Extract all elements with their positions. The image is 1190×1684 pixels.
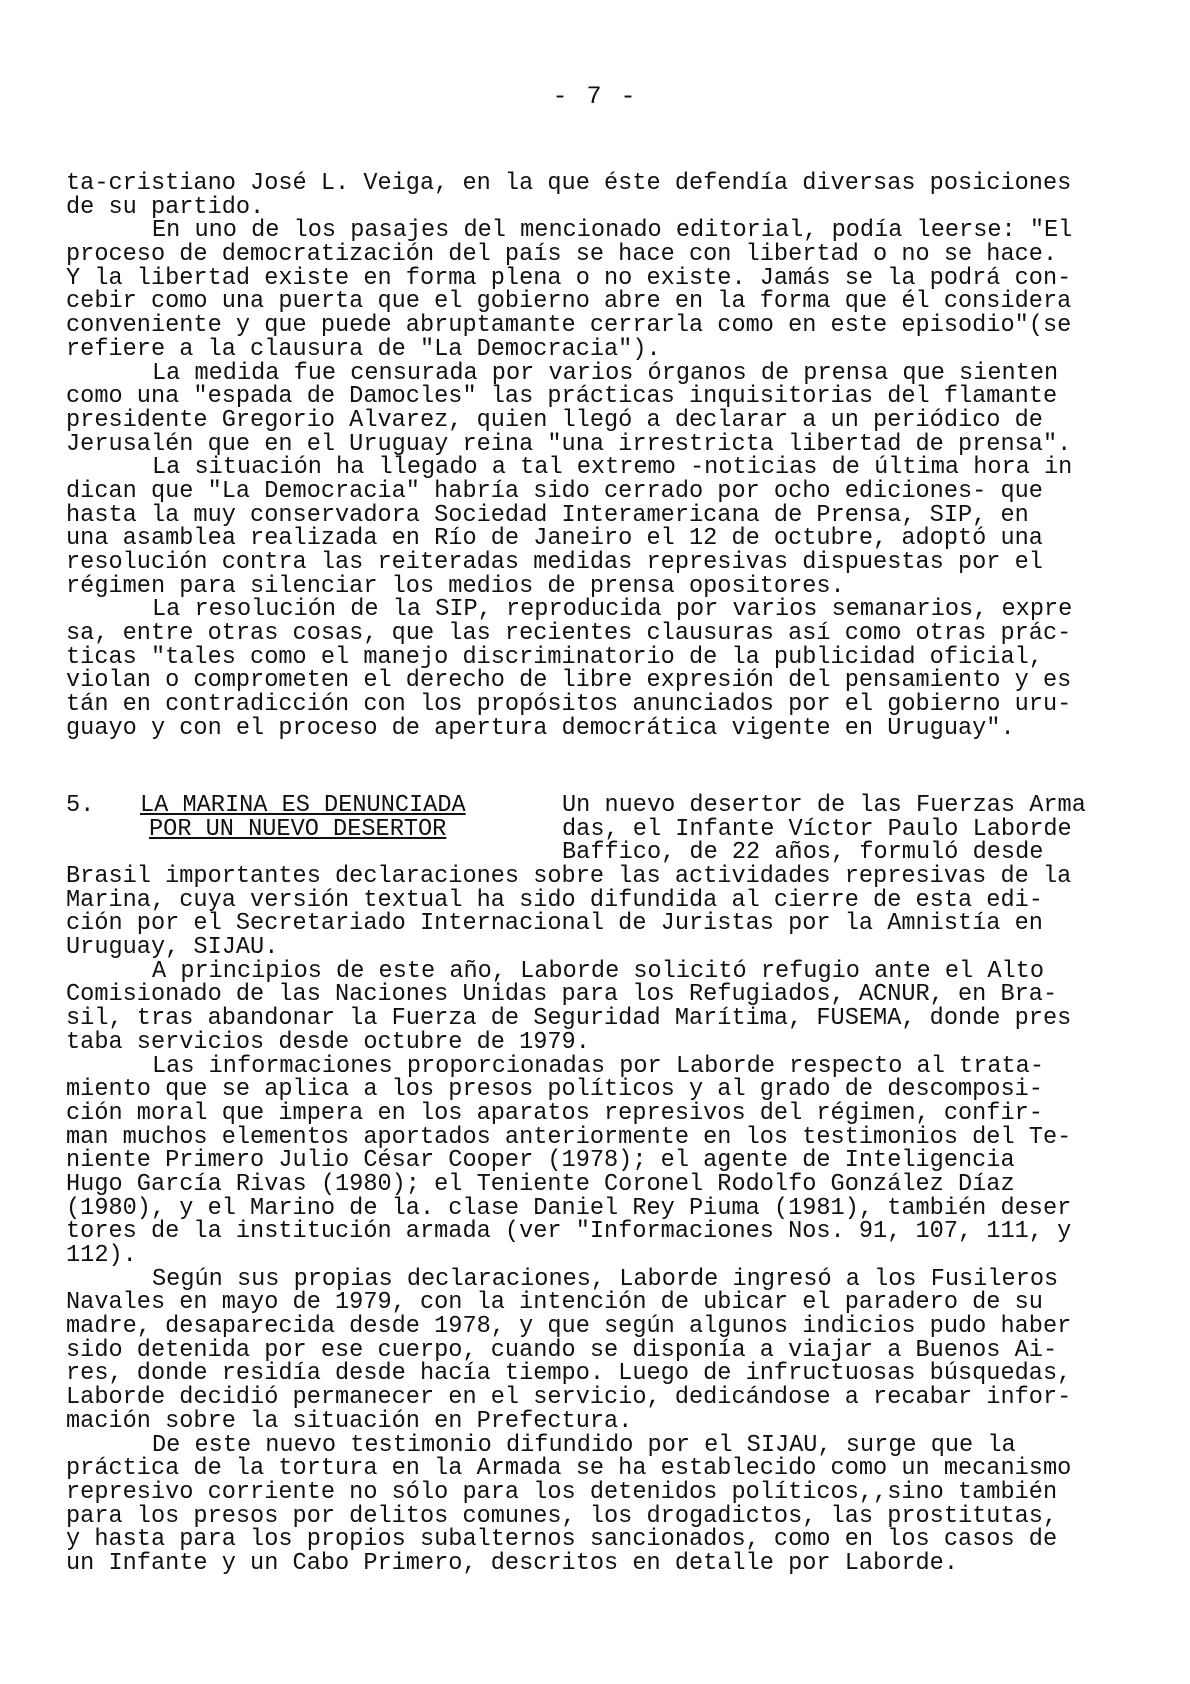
text-line: La situación ha llegado a tal extremo -noticias de última hora in bbox=[152, 454, 1073, 482]
text-line: régimen para silenciar los medios de prensa opositores. bbox=[66, 572, 845, 600]
text-line: Laborde decidió permanecer en el servicio, dedicándose a recabar infor- bbox=[66, 1384, 1072, 1412]
text-line: man muchos elementos aportados anteriormente en los testimonios del Te- bbox=[66, 1123, 1072, 1151]
text-line: mación sobre la situación en Prefectura. bbox=[66, 1407, 633, 1435]
text-line: Hugo García Rivas (1980); el Teniente Coronel Rodolfo González Díaz bbox=[66, 1170, 1015, 1198]
text-line: Las informaciones proporcionadas por Laborde respecto al trata- bbox=[152, 1052, 1044, 1080]
text-line: Y la libertad existe en forma plena o no existe. Jamás se la podrá con- bbox=[66, 264, 1072, 292]
text-line: madre, desaparecida desde 1978, y que según algunos indicios pudo haber bbox=[66, 1313, 1072, 1341]
section-title-line-2: POR UN NUEVO DESERTOR bbox=[149, 815, 447, 843]
text-line: miento que se aplica a los presos políticos y al grado de descomposi- bbox=[66, 1076, 1043, 1104]
text-line: ción moral que impera en los aparatos represivos del régimen, confir- bbox=[66, 1099, 1043, 1127]
text-line: Navales en mayo de 1979, con la intención de ubicar el paradero de su bbox=[66, 1289, 1043, 1317]
text-line: niente Primero Julio César Cooper (1978); el agente de Inteligencia bbox=[66, 1147, 1015, 1175]
text-line: de su partido. bbox=[66, 193, 265, 221]
text-line: sa, entre otras cosas, que las recientes clausuras así como otras prác- bbox=[66, 620, 1072, 648]
text-line: proceso de democratización del país se hace con libertad o no se hace. bbox=[66, 241, 1058, 269]
text-line: Brasil importantes declaraciones sobre las actividades represivas de la bbox=[66, 863, 1072, 890]
section-intro-line: Un nuevo desertor de las Fuerzas Arma bbox=[562, 792, 1086, 819]
text-line: y hasta para los propios subalternos sancionados, como en los casos de bbox=[66, 1526, 1058, 1554]
text-line: ta-cristiano José L. Veiga, en la que éste defendía diversas posiciones bbox=[66, 170, 1072, 197]
text-line: 112). bbox=[66, 1242, 137, 1269]
body-text-block-2 bbox=[66, 865, 1112, 1576]
text-line: tán en contradicción con los propósitos anunciados por el gobierno uru- bbox=[66, 691, 1072, 719]
text-line: conveniente y que puede abruptamante cerrarla como en este episodio"(se bbox=[66, 312, 1072, 340]
text-line: práctica de la tortura en la Armada se ha establecido como un mecanismo bbox=[66, 1455, 1072, 1483]
section-number: 5. bbox=[66, 792, 95, 819]
text-line: una asamblea realizada en Río de Janeiro el 12 de octubre, adoptó una bbox=[66, 525, 1043, 553]
text-line: violan o comprometen el derecho de libre expresión del pensamiento y es bbox=[66, 667, 1072, 695]
text-line: A principios de este año, Laborde solicitó refugio ante el Alto bbox=[152, 957, 1044, 985]
text-line: sil, tras abandonar la Fuerza de Seguridad Marítima, FUSEMA, donde pres bbox=[66, 1005, 1072, 1033]
text-line: sido detenida por ese cuerpo, cuando se disponía a viajar a Buenos Ai- bbox=[66, 1336, 1058, 1364]
text-line: ción por el Secretariado Internacional de Juristas por la Amnistía en bbox=[66, 910, 1043, 938]
section-intro-column bbox=[562, 794, 1122, 865]
text-line: dican que "La Democracia" habría sido cerrado por ocho ediciones- que bbox=[66, 477, 1043, 505]
text-line: Uruguay, SIJAU. bbox=[66, 934, 279, 962]
text-line: De este nuevo testimonio difundido por el SIJAU, surge que la bbox=[152, 1431, 1016, 1459]
text-line: represivo corriente no sólo para los detenidos políticos,,sino también bbox=[66, 1478, 1058, 1506]
section-intro-line: Baffico, de 22 años, formuló desde bbox=[562, 839, 1044, 867]
text-line: taba servicios desde octubre de 1979. bbox=[66, 1028, 590, 1056]
text-line: refiere a la clausura de "La Democracia"). bbox=[66, 335, 661, 363]
text-line: hasta la muy conservadora Sociedad Interamericana de Prensa, SIP, en bbox=[66, 501, 1029, 529]
page-number: - 7 - bbox=[552, 82, 638, 111]
text-line: Jerusalén que en el Uruguay reina "una irrestricta libertad de prensa". bbox=[66, 430, 1072, 458]
text-line: La resolución de la SIP, reproducida por varios semanarios, expre bbox=[152, 596, 1073, 624]
section-title-line-1: LA MARINA ES DENUNCIADA bbox=[140, 792, 466, 819]
text-line: tores de la institución armada (ver "Informaciones Nos. 91, 107, 111, y bbox=[66, 1218, 1072, 1246]
text-line: como una "espada de Damocles" las prácticas inquisitorias del flamante bbox=[66, 383, 1058, 411]
text-line: Comisionado de las Naciones Unidas para los Refugiados, ACNUR, en Bra- bbox=[66, 981, 1058, 1009]
text-line: para los presos por delitos comunes, los drogadictos, las prostitutas, bbox=[66, 1502, 1058, 1530]
text-line: (1980), y el Marino de la. clase Daniel Rey Piuma (1981), también deser bbox=[66, 1194, 1072, 1222]
text-line: guayo y con el proceso de apertura democrática vigente en Uruguay". bbox=[66, 714, 1015, 742]
section-intro-line: das, el Infante Víctor Paulo Laborde bbox=[562, 815, 1072, 843]
text-line: ticas "tales como el manejo discriminatorio de la publicidad oficial, bbox=[66, 643, 1043, 671]
text-line: presidente Gregorio Alvarez, quien llegó a declarar a un periódico de bbox=[66, 406, 1043, 434]
text-line: res, donde residía desde hacía tiempo. Luego de infructuosas búsquedas, bbox=[66, 1360, 1072, 1388]
text-line: un Infante y un Cabo Primero, descritos en detalle por Laborde. bbox=[66, 1549, 958, 1577]
text-line: cebir como una puerta que el gobierno abre en la forma que él considera bbox=[66, 288, 1072, 316]
text-line: En uno de los pasajes del mencionado editorial, podía leerse: "El bbox=[152, 217, 1073, 245]
text-line: La medida fue censurada por varios órganos de prensa que sienten bbox=[152, 359, 1059, 387]
body-text-block-1 bbox=[66, 172, 1112, 741]
text-line: resolución contra las reiteradas medidas represivas dispuestas por el bbox=[66, 549, 1043, 576]
text-line: Marina, cuya versión textual ha sido difundida al cierre de esta edi- bbox=[66, 886, 1043, 914]
text-line: Según sus propias declaraciones, Laborde ingresó a los Fusileros bbox=[152, 1265, 1059, 1293]
